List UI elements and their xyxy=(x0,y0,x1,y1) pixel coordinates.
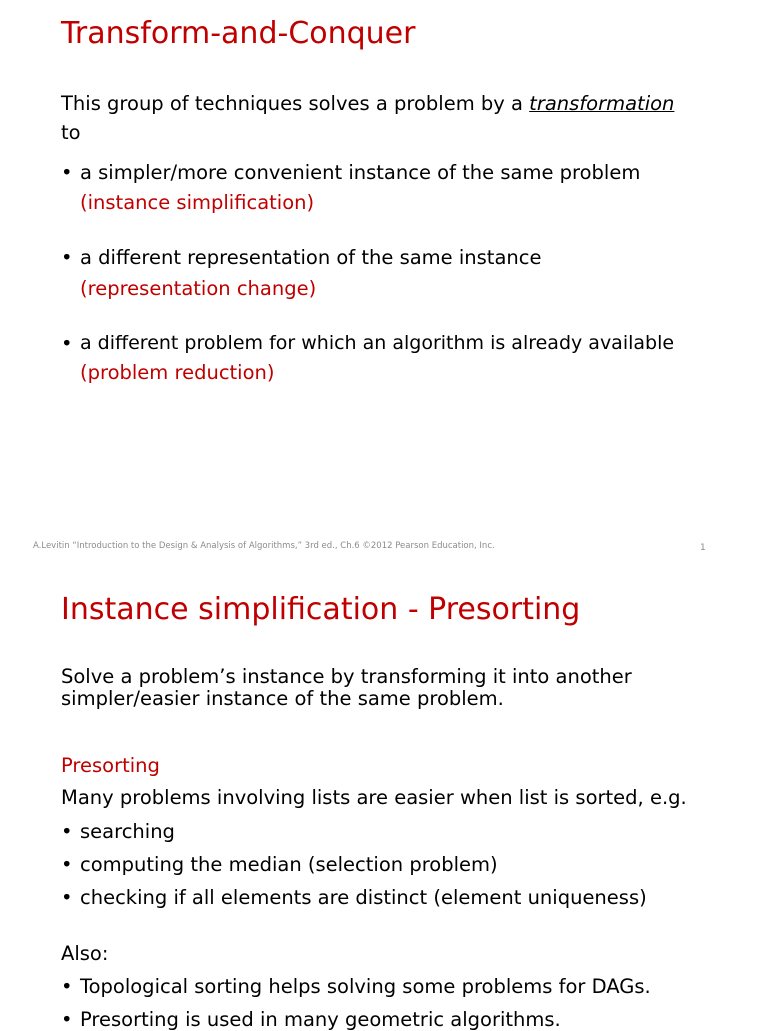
slide-2-intro-line-2: simpler/easier instance of the same problem. xyxy=(61,687,504,710)
slide-1-bullet-2: a different representation of the same instance xyxy=(80,246,542,269)
slide-1-intro-continuation: to xyxy=(61,121,81,144)
slide-1-bullet-1: a simpler/more convenient instance of the same problem xyxy=(80,161,641,184)
slide-2-title: Instance simplification - Presorting xyxy=(61,592,581,627)
bullet-glyph: • xyxy=(61,975,73,998)
slide-1-bullet-3: a different problem for which an algorithm is already available xyxy=(80,332,675,354)
slide-2-bullet-1: searching xyxy=(80,820,175,843)
bullet-glyph: • xyxy=(61,246,73,269)
slide-1-page-number: 1 xyxy=(700,543,706,553)
slide-1-bullet-2-note: (representation change) xyxy=(80,277,317,300)
bullet-glyph: • xyxy=(61,886,73,909)
slide-1-intro-text: This group of techniques solves a problem by a xyxy=(61,92,530,115)
slide-2-also-bullet-1: Topological sorting helps solving some problems for DAGs. xyxy=(80,975,651,998)
bullet-glyph: • xyxy=(61,161,73,184)
slide-1-title: Transform-and-Conquer xyxy=(61,16,416,51)
slide-2-subheading: Presorting xyxy=(61,754,160,777)
slide-2-also-bullet-2: Presorting is used in many geometric algorithms. xyxy=(80,1008,561,1031)
slide-2-lead: Many problems involving lists are easier when list is sorted, e.g. xyxy=(61,786,687,809)
slide-2 xyxy=(0,576,768,1031)
slide-1-bullet-1-note: (instance simplification) xyxy=(80,191,315,214)
bullet-glyph: • xyxy=(61,332,73,355)
slide-2-bullet-2: computing the median (selection problem) xyxy=(80,853,498,876)
slide-2-intro-line-1: Solve a problem’s instance by transforming it into another xyxy=(61,665,632,688)
slide-1-bullet-3-note: (problem reduction) xyxy=(80,361,275,384)
slide-1-intro xyxy=(61,92,674,115)
slide-2-bullet-3: checking if all elements are distinct (element uniqueness) xyxy=(80,886,647,909)
slide-2-also-label: Also: xyxy=(61,942,109,965)
bullet-glyph: • xyxy=(61,853,73,876)
bullet-glyph: • xyxy=(61,1008,73,1031)
slide-1-intro-emphasis: transformation xyxy=(529,92,675,115)
slide-1-footer-citation: A.Levitin “Introduction to the Design & Analysis of Algorithms,” 3rd ed., Ch.6 ©2012 Pearson Education, Inc. xyxy=(33,541,495,551)
bullet-glyph: • xyxy=(61,820,73,843)
